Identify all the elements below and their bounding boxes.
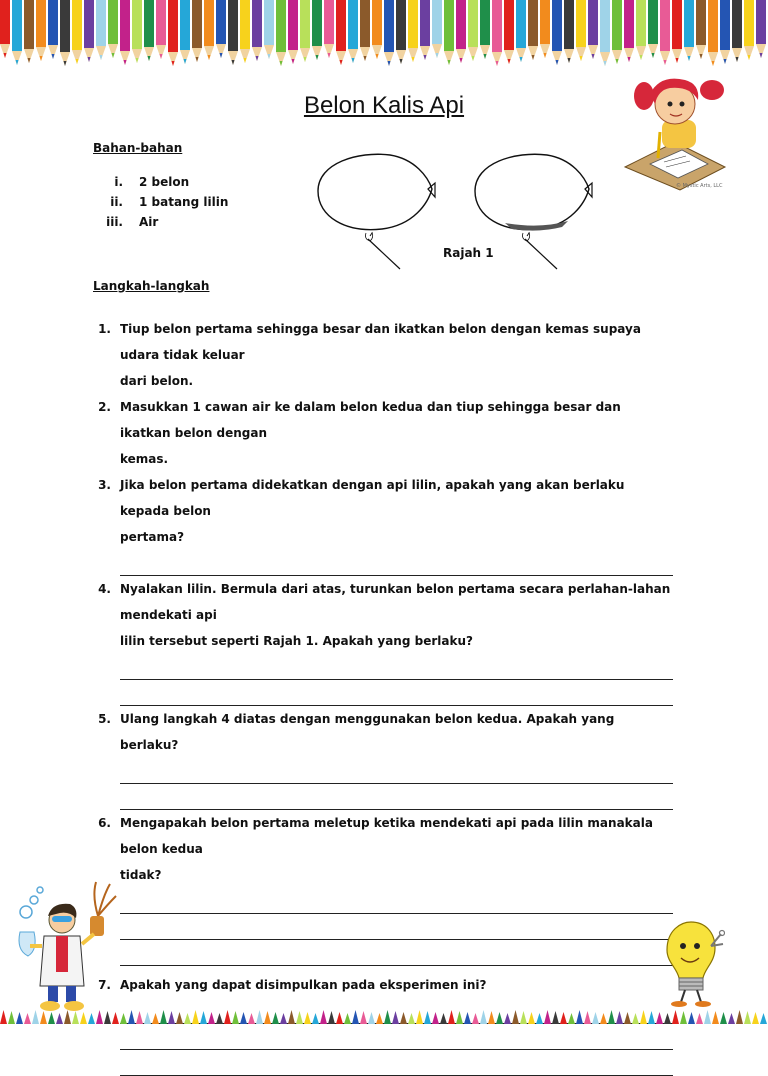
pencil [156, 0, 166, 45]
pencil-tip [608, 1010, 615, 1024]
pencil [708, 0, 718, 52]
pencil-tip [152, 1013, 159, 1024]
pencil-tip [448, 1010, 455, 1024]
pencil [276, 0, 286, 52]
pencil-tip [328, 1011, 335, 1024]
pencil-tip [728, 1013, 735, 1024]
pencil-tip [432, 1012, 439, 1024]
answer-line[interactable] [120, 758, 673, 784]
pencil [420, 0, 430, 46]
pencil-lead [520, 57, 523, 62]
pencil-lead [580, 56, 583, 61]
pencil-tip [616, 1011, 623, 1024]
pencil [120, 0, 130, 51]
balloon-empty [318, 154, 435, 229]
list-item: 3. Jika belon pertama didekatkan dengan api lilin, apakah yang akan berlaku kepada belon pertama? [98, 478, 625, 544]
pencil-tip [656, 1012, 663, 1024]
list-item: 2. Masukkan 1 cawan air ke dalam belon kedua dan tiup sehingga besar dan ikatkan belon dengan kemas. [98, 400, 621, 466]
pencil-lead [412, 57, 415, 62]
pencil [12, 0, 22, 51]
pencil-tip [464, 1012, 471, 1024]
pencil [504, 0, 514, 50]
balloon-with-water [475, 154, 592, 230]
pencil-tip [376, 1013, 383, 1024]
pencil-tip [312, 1013, 319, 1024]
pencil-lead [664, 60, 667, 65]
pencil [492, 0, 502, 52]
pencil-tip [720, 1012, 727, 1024]
pencil-tip [288, 1010, 295, 1024]
pencil-tip [248, 1013, 255, 1024]
pencil-lead [172, 61, 175, 66]
pencil-tip [136, 1011, 143, 1024]
pencil-tip [40, 1011, 47, 1024]
pencil [468, 0, 478, 47]
pencil [108, 0, 118, 44]
pencil [24, 0, 34, 49]
pencil-tip [176, 1012, 183, 1024]
pencil-lead [496, 61, 499, 66]
pencil-lead [640, 55, 643, 60]
pencil-lead [736, 57, 739, 62]
pencil-tip [112, 1012, 119, 1024]
pencil-lead [544, 53, 547, 58]
pencil-tip [216, 1013, 223, 1024]
pencil [360, 0, 370, 47]
pencil [336, 0, 346, 51]
list-item: 4. Nyalakan lilin. Bermula dari atas, turunkan belon pertama secara perlahan-lahan mendekati api lilin tersebut seperti Rajah 1. Apakah yang berlaku? [98, 582, 671, 648]
pencil-tip [480, 1010, 487, 1024]
pencil-lead [316, 55, 319, 60]
pencil-tip [400, 1012, 407, 1024]
pencil-lead [4, 53, 7, 58]
pencil-tip [360, 1011, 367, 1024]
pencil-tip [584, 1011, 591, 1024]
pencil-lead [616, 59, 619, 64]
pencil-lead [700, 54, 703, 59]
pencil-lead [532, 55, 535, 60]
pencil-tip [760, 1013, 767, 1024]
pencil [288, 0, 298, 50]
pencil-lead [676, 58, 679, 63]
pencil [540, 0, 550, 44]
pencil-tip [592, 1012, 599, 1024]
pencil-tip [744, 1011, 751, 1024]
pencil-lead [52, 54, 55, 59]
list-item: 6. Mengapakah belon pertama meletup ketika mendekati api pada lilin manakala belon kedua tidak? [98, 816, 653, 882]
pencil-lead [304, 57, 307, 62]
pencil [480, 0, 490, 45]
pencil-border-top [0, 0, 768, 72]
pencil [756, 0, 766, 44]
pencil-lead [148, 56, 151, 61]
pencil-lead [268, 54, 271, 59]
pencil-tip [544, 1010, 551, 1024]
pencil [684, 0, 694, 47]
pencil [348, 0, 358, 49]
pencil-lead [712, 61, 715, 66]
girl-writing-illustration [620, 72, 730, 192]
pencil-tip [688, 1012, 695, 1024]
pencil-lead [124, 60, 127, 65]
pencil-tip [184, 1013, 191, 1024]
pencil-lead [484, 54, 487, 59]
pencil-tip [392, 1011, 399, 1024]
answer-line[interactable] [120, 940, 673, 966]
pencil-lead [604, 61, 607, 66]
pencil [456, 0, 466, 49]
pencil-tip [640, 1010, 647, 1024]
pencil [192, 0, 202, 48]
pencil-tip [16, 1012, 23, 1024]
pencil [84, 0, 94, 48]
pencil-tip [56, 1013, 63, 1024]
pencil-tip [8, 1011, 15, 1024]
pencil [240, 0, 250, 49]
list-item: 1. Tiup belon pertama sehingga besar dan ikatkan belon dengan kemas supaya udara tidak keluar dari belon. [98, 322, 641, 388]
pencil [672, 0, 682, 49]
pencil [432, 0, 442, 44]
pencil [372, 0, 382, 45]
pencil-lead [28, 58, 31, 63]
illustration-credit: © Mystic Arts, LLC [676, 183, 723, 189]
pencil [60, 0, 70, 52]
pencil [132, 0, 142, 49]
pencil-lead [64, 61, 67, 66]
pencil-tip [144, 1012, 151, 1024]
pencil-lead [292, 59, 295, 64]
pencil-tip [304, 1012, 311, 1024]
pencil [300, 0, 310, 48]
pencil [588, 0, 598, 45]
pencil [48, 0, 58, 45]
pencil-lead [100, 55, 103, 60]
pencil-tip [48, 1012, 55, 1024]
pencil-tip [160, 1010, 167, 1024]
pencil-tip [24, 1013, 31, 1024]
steps-list [93, 316, 673, 1076]
pencil-lead [112, 53, 115, 58]
pencil-tip [80, 1012, 87, 1024]
pencil-lead [460, 58, 463, 63]
pencil-lead [652, 53, 655, 58]
pencil-tip [560, 1012, 567, 1024]
pencil-lead [40, 56, 43, 61]
pencil-lead [760, 53, 763, 58]
pencil-tip [752, 1012, 759, 1024]
pencil-lead [256, 56, 259, 61]
pencil-tip [192, 1010, 199, 1024]
pencil [72, 0, 82, 50]
pencil-lead [232, 60, 235, 65]
pencil-tip [416, 1010, 423, 1024]
pencil [576, 0, 586, 47]
pencil-lead [88, 57, 91, 62]
pencil-tip [168, 1011, 175, 1024]
pencil-lead [208, 55, 211, 60]
pencil-lead [136, 58, 139, 63]
pencil-tip [224, 1010, 231, 1024]
pencil-tip [96, 1010, 103, 1024]
pencil-lead [448, 60, 451, 65]
pencil-lead [424, 55, 427, 60]
pencil-tip [648, 1011, 655, 1024]
pencil-lead [328, 53, 331, 58]
pencil-lead [508, 59, 511, 64]
candle-1 [366, 232, 401, 269]
pencil [396, 0, 406, 50]
pencil [648, 0, 658, 44]
pencil-tip [424, 1011, 431, 1024]
pencil-tip [368, 1012, 375, 1024]
pencil [528, 0, 538, 46]
pencil-tip [264, 1011, 271, 1024]
pencil-lead [436, 53, 439, 58]
pencil-lead [364, 56, 367, 61]
pencil [0, 0, 10, 44]
pencil-tip [280, 1013, 287, 1024]
pencil [516, 0, 526, 48]
pencil [636, 0, 646, 46]
pencil-tip [472, 1013, 479, 1024]
pencil-tip [600, 1013, 607, 1024]
pencil-tip [344, 1013, 351, 1024]
pencil [624, 0, 634, 48]
pencil-tip [736, 1010, 743, 1024]
pencil-tip [680, 1011, 687, 1024]
pencil [252, 0, 262, 47]
pencil [144, 0, 154, 47]
pencil [228, 0, 238, 51]
pencil [216, 0, 226, 44]
pencil-tip [64, 1010, 71, 1024]
pencil-tip [672, 1010, 679, 1024]
pencil-tip [296, 1011, 303, 1024]
pencil-border-bottom [0, 1004, 768, 1024]
answer-line[interactable] [120, 1024, 673, 1050]
answer-line[interactable] [120, 680, 673, 706]
answer-line[interactable] [120, 550, 673, 576]
pencil-tip [576, 1010, 583, 1024]
pencil-lead [628, 57, 631, 62]
pencil [444, 0, 454, 51]
pencil [600, 0, 610, 52]
pencil-tip [232, 1011, 239, 1024]
steps-heading: Langkah-langkah [93, 279, 210, 293]
pencil-tip [88, 1013, 95, 1024]
candle-2 [523, 232, 558, 269]
pencil [324, 0, 334, 44]
pencil-tip [104, 1011, 111, 1024]
pencil [744, 0, 754, 46]
pencil [36, 0, 46, 47]
pencil-lead [76, 59, 79, 64]
pencil-tip [704, 1010, 711, 1024]
pencil [264, 0, 274, 45]
pencil-tip [504, 1013, 511, 1024]
pencil [564, 0, 574, 49]
pencil-tip [256, 1010, 263, 1024]
pencil-lead [196, 57, 199, 62]
pencil-lead [688, 56, 691, 61]
pencil-tip [208, 1012, 215, 1024]
pencil-lead [748, 55, 751, 60]
pencil-lead [376, 54, 379, 59]
pencil [312, 0, 322, 46]
pencil [204, 0, 214, 46]
answer-line[interactable] [120, 888, 673, 914]
answer-line[interactable] [120, 914, 673, 940]
page-title: Belon Kalis Api [303, 92, 465, 119]
pencil [168, 0, 178, 52]
answer-line[interactable] [120, 654, 673, 680]
pencil [408, 0, 418, 48]
pencil-tip [408, 1013, 415, 1024]
pencil-tip [336, 1012, 343, 1024]
pencil-tip [520, 1011, 527, 1024]
pencil-tip [440, 1013, 447, 1024]
pencil-tip [552, 1011, 559, 1024]
figure-caption: Rajah 1 [443, 246, 494, 260]
pencil-tip [512, 1010, 519, 1024]
list-item: 5. Ulang langkah 4 diatas dengan menggunakan belon kedua. Apakah yang berlaku? [98, 712, 615, 752]
pencil-tip [384, 1010, 391, 1024]
pencil [696, 0, 706, 45]
pencil [384, 0, 394, 52]
scientist-illustration [12, 876, 122, 1016]
pencil-tip [200, 1011, 207, 1024]
pencil-lead [400, 59, 403, 64]
pencil-tip [128, 1010, 135, 1024]
list-item: 7. Apakah yang dapat disimpulkan pada eksperimen ini? [98, 978, 487, 992]
pencil-lead [280, 61, 283, 66]
pencil-tip [72, 1011, 79, 1024]
pencil-lead [220, 53, 223, 58]
pencil-lead [184, 59, 187, 64]
pencil [732, 0, 742, 48]
pencil [96, 0, 106, 46]
pencil [552, 0, 562, 51]
pencil-lead [340, 60, 343, 65]
answer-line[interactable] [120, 784, 673, 810]
pencil-tip [320, 1010, 327, 1024]
pencil-lead [16, 60, 19, 65]
pencil-tip [624, 1012, 631, 1024]
pencil-tip [536, 1013, 543, 1024]
pencil-tip [632, 1013, 639, 1024]
pencil-tip [664, 1013, 671, 1024]
pencil-lead [352, 58, 355, 63]
pencil-lead [568, 58, 571, 63]
pencil-tip [456, 1011, 463, 1024]
pencil-tip [272, 1012, 279, 1024]
pencil [720, 0, 730, 50]
pencil-lead [556, 60, 559, 65]
pencil-tip [32, 1010, 39, 1024]
pencil-tip [528, 1012, 535, 1024]
pencil-tip [496, 1012, 503, 1024]
pencil-lead [244, 58, 247, 63]
pencil-lead [724, 59, 727, 64]
pencil-lead [388, 61, 391, 66]
pencil-lead [472, 56, 475, 61]
materials-heading: Bahan-bahan [93, 141, 183, 155]
pencil-lead [160, 54, 163, 59]
pencil-tip [712, 1011, 719, 1024]
pencil-lead [592, 54, 595, 59]
answer-line[interactable] [120, 1050, 673, 1076]
pencil [180, 0, 190, 50]
pencil-tip [240, 1012, 247, 1024]
pencil [660, 0, 670, 51]
pencil [612, 0, 622, 50]
lightbulb-illustration [655, 918, 725, 1008]
pencil-tip [488, 1011, 495, 1024]
pencil-tip [352, 1010, 359, 1024]
pencil-tip [568, 1013, 575, 1024]
pencil-tip [696, 1013, 703, 1024]
pencil-tip [0, 1010, 7, 1024]
pencil-tip [120, 1013, 127, 1024]
